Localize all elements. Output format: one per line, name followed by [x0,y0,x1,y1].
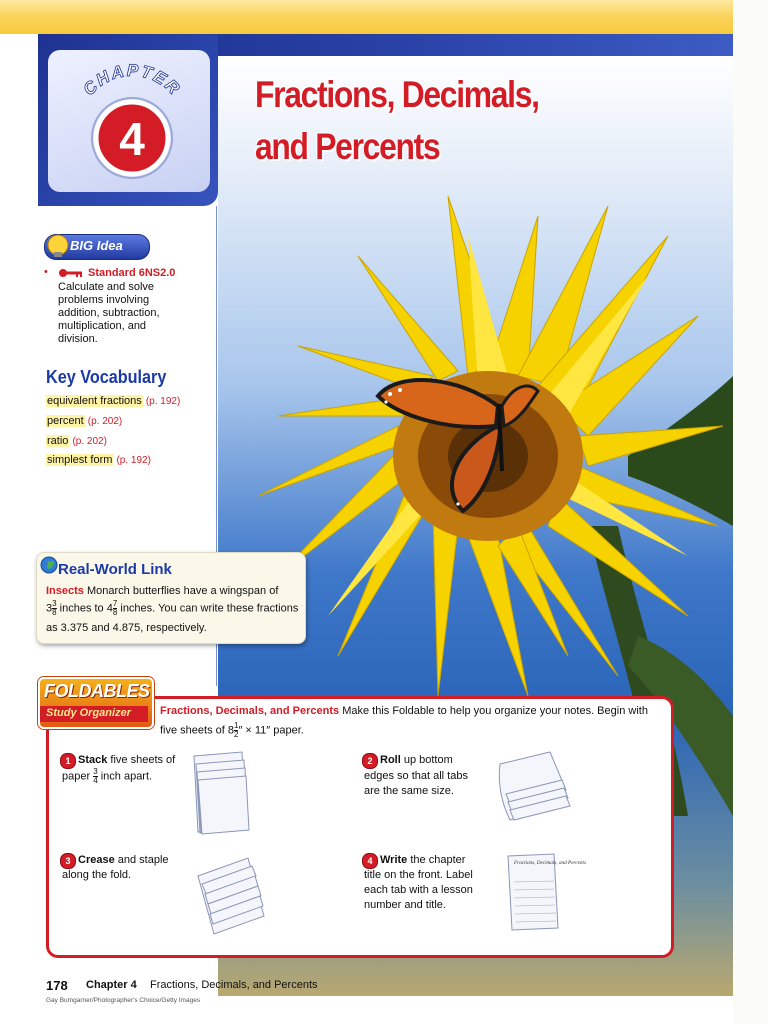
page-edge [733,0,768,1024]
foldables-box [46,696,674,958]
key-vocabulary-title: Key Vocabulary [46,367,167,387]
chapter-badge [62,58,202,188]
creased-paper-illustration [196,856,268,936]
top-band [0,0,733,34]
real-world-line3: as 3.375 and 4.875, respectively. [46,622,207,634]
foldables-intro-line1: Fractions, Decimals, and Percents Make this Foldable to help you organize your notes. Begin with [160,705,648,717]
step-1-text-line2: paper $\frac{3}{4}$ inch apart. [62,767,153,785]
step-number: 2 [362,753,378,769]
step-2-text: Roll up bottom [380,754,453,766]
footer-title: Fractions, Decimals, and Percents [150,979,318,991]
real-world-line1: Insects Monarch butterflies have a wingspan of [46,585,279,597]
footer-chapter: Chapter 4 [86,979,137,991]
globe-icon [40,556,58,574]
vocab-item: simplest form (p. 192) [47,454,151,466]
step-4-text: Write the chapter [380,854,466,866]
rolled-paper-illustration [496,750,572,822]
big-idea-text: Calculate and solve problems involving addition, subtraction, multiplication, and division. [58,281,160,345]
bullet: • [44,266,48,278]
step-number: 3 [60,853,76,869]
step-1-text: Stack five sheets of [78,754,176,766]
standard-label: Standard 6NS2.0 [88,267,176,279]
big-idea-label: BIG Idea [70,238,123,253]
chapter-number: 4 [119,113,145,165]
vocab-item: percent (p. 202) [47,415,123,427]
real-world-link-title: Real-World Link [58,561,172,578]
step-3-text: Crease and staple [78,854,169,866]
chapter-label: CHAPTER [79,60,185,100]
stacked-paper-illustration [192,752,252,834]
page-number: 178 [46,978,68,993]
vocab-item: ratio (p. 202) [47,435,107,447]
bulb-icon [46,233,70,259]
step-number: 1 [60,753,76,769]
foldables-badge-subtitle: Study Organizer [46,707,131,719]
foldables-badge-title: FOLDABLES [44,681,150,701]
step-3-text-rest: along the fold. [62,869,132,881]
step-4-text-rest: title on the front. Label each tab with a lesson number and title. [364,869,473,911]
step-number: 4 [362,853,378,869]
svg-text:CHAPTER [79,61,184,99]
foldables-intro-line2: five sheets of 8 $\frac{1}{2}$ ″ × 11″ paper. [160,721,304,739]
vocab-item: equivalent fractions (p. 192) [47,395,181,407]
step-2-text-rest: edges so that all tabs are the same size. [364,770,468,797]
foldable-cover-title: Fractions, Decimals, and Percents [514,860,586,866]
real-world-line2: 3 $\frac{3}{8}$ inches to 4 $\frac{7}{8}$ inches. You can write these fractions [46,599,299,617]
photo-credit: Gay Bumgarner/Photographer's Choice/Getty Images [46,997,201,1004]
labeled-foldable-illustration [504,852,586,932]
chapter-title-line2: and Percents [255,126,440,167]
key-icon [58,268,84,278]
chapter-title-line1: Fractions, Decimals, [255,74,539,115]
